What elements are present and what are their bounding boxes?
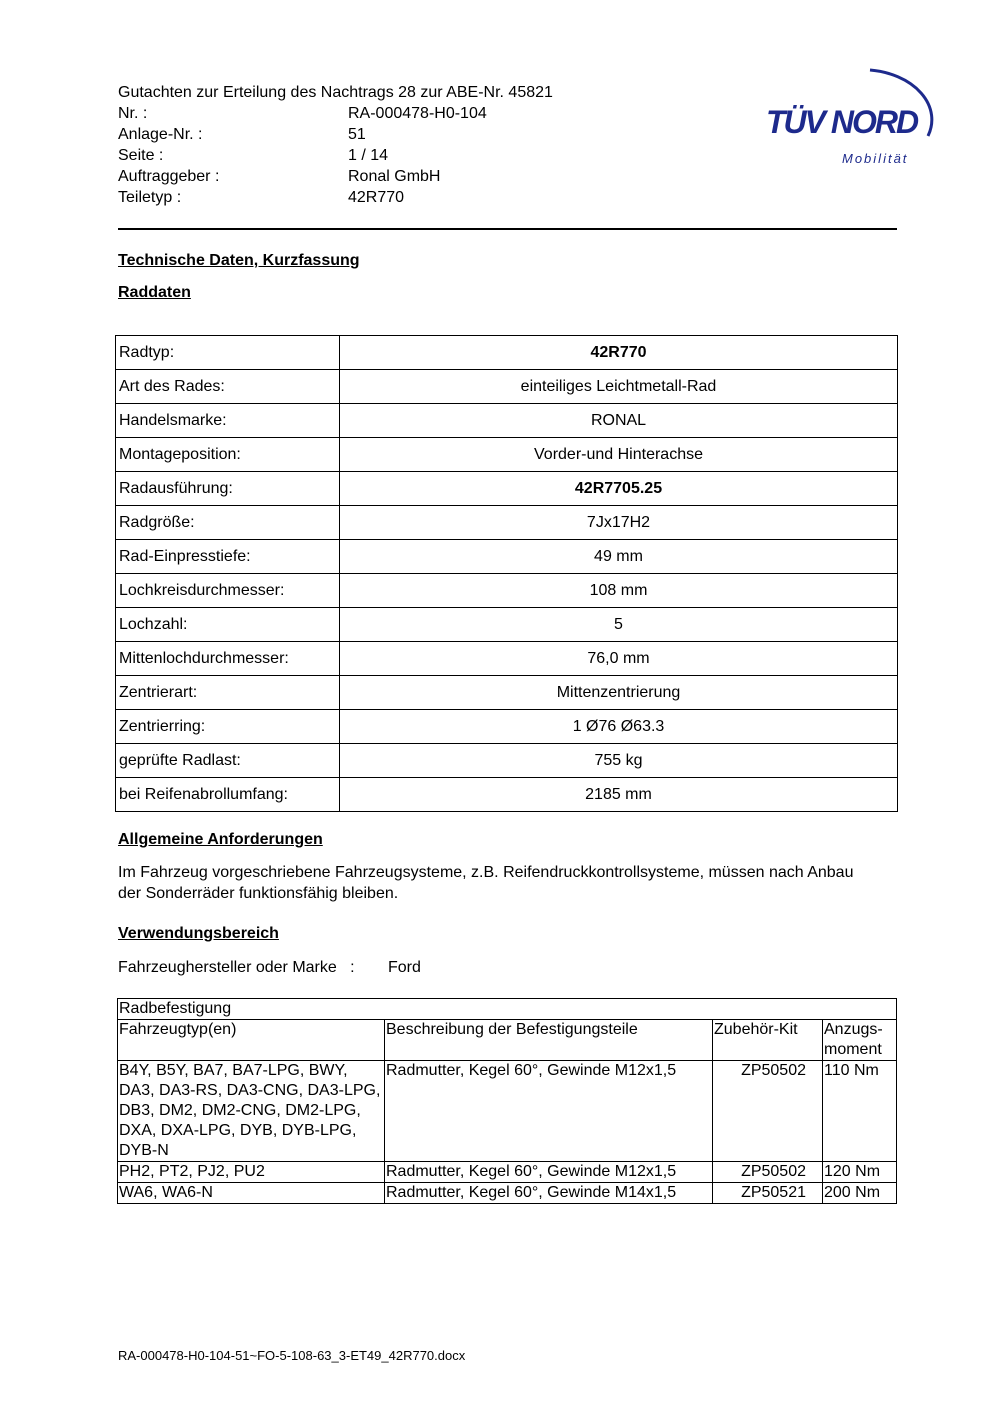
fixing-kit: ZP50502	[713, 1162, 823, 1183]
fixing-kit: ZP50521	[713, 1183, 823, 1204]
wheel-data-label: Rad-Einpresstiefe:	[116, 540, 340, 574]
hersteller-value: Ford	[388, 959, 421, 976]
wheel-data-row	[116, 472, 898, 506]
fixing-torque: 120 Nm	[823, 1162, 897, 1183]
wheel-data-value: einteiliges Leichtmetall-Rad	[340, 370, 898, 404]
header-row-seite: Seite : 1 / 14	[118, 147, 389, 164]
wheel-data-label: Lochkreisdurchmesser:	[116, 574, 340, 608]
header-row-teiletyp: Teiletyp : 42R770	[118, 189, 405, 206]
footer-filename: RA-000478-H0-104-51~FO-5-108-63_3-ET49_42R770.docx	[118, 1348, 466, 1363]
wheel-data-row	[116, 710, 898, 744]
fixing-header-torque: Anzugs-moment	[823, 1020, 897, 1061]
allgemein-title: Allgemeine Anforderungen	[118, 831, 323, 848]
fixing-row	[118, 1061, 897, 1162]
wheel-data-label: Zentrierring:	[116, 710, 340, 744]
tuv-nord-logo	[760, 58, 950, 170]
wheel-data-row	[116, 778, 898, 812]
wheel-data-label: Art des Rades:	[116, 370, 340, 404]
fixing-types: PH2, PT2, PJ2, PU2	[118, 1162, 385, 1183]
fixing-row	[118, 1162, 897, 1183]
wheel-data-row	[116, 336, 898, 370]
wheel-data-table	[115, 335, 898, 812]
wheel-data-value: 108 mm	[340, 574, 898, 608]
wheel-data-label: Montageposition:	[116, 438, 340, 472]
wheel-data-value: 2185 mm	[340, 778, 898, 812]
wheel-data-value: 76,0 mm	[340, 642, 898, 676]
wheel-data-value: 42R770	[340, 336, 898, 370]
wheel-data-label: Zentrierart:	[116, 676, 340, 710]
wheel-data-row	[116, 744, 898, 778]
wheel-data-value: 755 kg	[340, 744, 898, 778]
fixing-header-types: Fahrzeugtyp(en)	[118, 1020, 385, 1061]
fixing-desc: Radmutter, Kegel 60°, Gewinde M14x1,5	[385, 1183, 713, 1204]
wheel-data-value: 49 mm	[340, 540, 898, 574]
wheel-data-value: RONAL	[340, 404, 898, 438]
fixing-caption-row	[118, 999, 897, 1020]
header-divider	[118, 228, 897, 230]
document-header	[118, 82, 658, 208]
fixing-torque: 200 Nm	[823, 1183, 897, 1204]
wheel-data-value: Vorder-und Hinterachse	[340, 438, 898, 472]
wheel-data-label: Mittenlochdurchmesser:	[116, 642, 340, 676]
logo-wordmark: TÜV NORD	[766, 104, 918, 140]
wheel-data-label: Radtyp:	[116, 336, 340, 370]
wheel-data-value: 7Jx17H2	[340, 506, 898, 540]
wheel-data-label: Lochzahl:	[116, 608, 340, 642]
wheel-data-label: Radausführung:	[116, 472, 340, 506]
fixing-header-desc: Beschreibung der Befestigungsteile	[385, 1020, 713, 1061]
hersteller-line	[118, 957, 421, 978]
section-subtitle: Raddaten	[118, 284, 191, 301]
wheel-data-row	[116, 438, 898, 472]
header-row-auftraggeber: Auftraggeber : Ronal GmbH	[118, 168, 441, 185]
wheel-data-value: 1 Ø76 Ø63.3	[340, 710, 898, 744]
wheel-data-label: Handelsmarke:	[116, 404, 340, 438]
wheel-data-row	[116, 540, 898, 574]
wheel-data-row	[116, 506, 898, 540]
fixing-header-kit: Zubehör-Kit	[713, 1020, 823, 1061]
fixing-types: WA6, WA6-N	[118, 1183, 385, 1204]
fixing-types: B4Y, B5Y, BA7, BA7-LPG, BWY, DA3, DA3-RS, DA3-CNG, DA3-LPG, DB3, DM2, DM2-CNG, DM2-LPG, DXA, DXA-LPG, DYB, DYB-LPG, DYB-N	[118, 1061, 385, 1162]
wheel-data-row	[116, 574, 898, 608]
verwendung-title: Verwendungsbereich	[118, 925, 279, 942]
wheel-data-label: bei Reifenabrollumfang:	[116, 778, 340, 812]
wheel-data-row	[116, 608, 898, 642]
wheel-data-row	[116, 370, 898, 404]
fixing-caption: Radbefestigung	[118, 999, 897, 1020]
wheel-data-value: 42R7705.25	[340, 472, 898, 506]
hersteller-label: Fahrzeughersteller oder Marke :	[118, 959, 355, 976]
header-row-nr: Nr. : RA-000478-H0-104	[118, 105, 487, 122]
fixing-desc: Radmutter, Kegel 60°, Gewinde M12x1,5	[385, 1061, 713, 1162]
fixing-table	[117, 998, 897, 1204]
wheel-data-label: geprüfte Radlast:	[116, 744, 340, 778]
logo-subtitle: Mobilität	[842, 151, 909, 166]
fixing-row	[118, 1183, 897, 1204]
document-title: Gutachten zur Erteilung des Nachtrags 28 zur ABE-Nr. 45821	[118, 84, 553, 101]
wheel-data-row	[116, 676, 898, 710]
section-title: Technische Daten, Kurzfassung	[118, 252, 360, 269]
allgemein-text: Im Fahrzeug vorgeschriebene Fahrzeugsysteme, z.B. Reifendruckkontrollsysteme, müssen nach Anbau der Sonderräder funktionsfähig bleiben.	[118, 864, 854, 902]
wheel-data-value: 5	[340, 608, 898, 642]
wheel-data-value: Mittenzentrierung	[340, 676, 898, 710]
fixing-kit: ZP50502	[713, 1061, 823, 1162]
wheel-data-row	[116, 404, 898, 438]
fixing-header-row	[118, 1020, 897, 1061]
wheel-data-row	[116, 642, 898, 676]
header-row-anlage: Anlage-Nr. : 51	[118, 126, 366, 143]
wheel-data-label: Radgröße:	[116, 506, 340, 540]
fixing-torque: 110 Nm	[823, 1061, 897, 1162]
fixing-desc: Radmutter, Kegel 60°, Gewinde M12x1,5	[385, 1162, 713, 1183]
